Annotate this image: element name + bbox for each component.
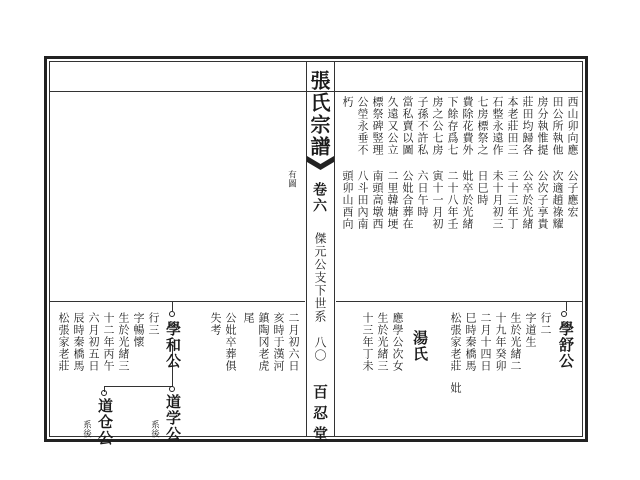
ancestor-name: 道仓公 [96, 398, 114, 446]
text-column: 公卒於光緒 [521, 170, 534, 230]
text-column: 辰時秦橋馬 [72, 312, 85, 372]
adoption-note: 系後 [149, 420, 160, 438]
spouse-name: 湯氏 [411, 330, 429, 362]
text-column: 生於光緒三 [376, 312, 389, 372]
text-column: 久遠又公立 [386, 96, 399, 156]
text-column: 失考 [209, 312, 222, 336]
right-top-text-2 [342, 170, 582, 290]
text-column: 松張家老莊 [57, 312, 70, 372]
text-column: 田公所執他 [551, 96, 564, 156]
text-column: 公妣合葬在 [401, 170, 414, 230]
text-column: 二十八年壬 [446, 170, 459, 230]
lineage-node-circle [169, 311, 175, 317]
text-column: 西山卯向應 [566, 96, 579, 156]
text-column: 石整永遠作 [491, 96, 504, 156]
text-column: 標祭碑竪理 [371, 96, 384, 156]
spouse-mark: 妣 [449, 382, 462, 394]
volume-label: 卷六 [311, 182, 327, 214]
text-column: 字暢懷 [132, 312, 145, 348]
text-column: 寅十一月初 [431, 170, 444, 230]
text-column: 行二 [539, 312, 552, 336]
text-column: 頭卯山酉向 [341, 170, 354, 230]
text-column: 生於光緒二 [509, 312, 522, 372]
text-column: 公子應宏 [566, 170, 579, 218]
generation-divider-right [336, 301, 583, 302]
series-label: 傑元公支下世系 八〇 [313, 232, 327, 362]
text-column: 公次子享貴 [536, 170, 549, 230]
text-column: 二月十四日 [479, 312, 492, 372]
text-column: 三十三年丁 [506, 170, 519, 230]
text-column: 行三 [147, 312, 160, 336]
text-column: 字道生 [524, 312, 537, 348]
ancestor-name: 道学公 [164, 394, 182, 442]
text-column: 松張家老莊 [449, 312, 462, 372]
ancestor-name: 學舒公 [557, 321, 575, 369]
book-title: 張氏宗譜 [307, 70, 331, 158]
chart-note: 有圖 [286, 170, 297, 188]
text-column: 次適趙祿耀 [551, 170, 564, 230]
text-column: 尾 [242, 312, 255, 324]
text-column: 二里韓塘埂 [386, 170, 399, 230]
text-column: 十九年癸卯 [494, 312, 507, 372]
text-column: 巳時秦橋馬 [464, 312, 477, 372]
generation-divider-left [49, 301, 305, 302]
text-column: 六月初五日 [87, 312, 100, 372]
text-column: 公妣卒葬俱 [224, 312, 237, 372]
text-column: 下餘存爲七 [446, 96, 459, 156]
fishtail-mark [307, 156, 334, 178]
text-column: 六日午時 [416, 170, 429, 218]
lineage-connector-5 [566, 301, 567, 311]
text-column: 十三年丁未 [361, 312, 374, 372]
lineage-node-circle [169, 386, 175, 392]
text-column: 公塋永垂不 [356, 96, 369, 156]
hall-name: 百忍堂 [311, 384, 329, 447]
text-column: 應學公次女 [391, 312, 404, 372]
text-column: 二月初六日 [287, 312, 300, 372]
text-column: 當私賣以圖 [401, 96, 414, 156]
text-column: 亥時于漢河 [272, 312, 285, 372]
text-column: 房分執惟提 [536, 96, 549, 156]
text-column: 鎮陶冈老虎 [257, 312, 270, 372]
text-column: 朽 [341, 96, 354, 108]
text-column: 七房標祭之 [476, 96, 489, 156]
text-column: 日巳時 [476, 170, 489, 206]
text-column: 南頭高墩西 [371, 170, 384, 230]
lineage-node-circle [561, 311, 567, 317]
text-column: 十二年丙午 [102, 312, 115, 372]
text-column: 妣卒於光緒 [461, 170, 474, 230]
text-column: 未十月初三 [491, 170, 504, 230]
adoption-note: 系後 [81, 420, 92, 438]
text-column: 生於光緒三 [117, 312, 130, 372]
text-column: 八斗田內南 [356, 170, 369, 230]
text-column: 本老莊田三 [506, 96, 519, 156]
text-column: 房之公七房 [431, 96, 444, 156]
text-column: 費除花費外 [461, 96, 474, 156]
lineage-connector-3 [104, 386, 173, 387]
center-fold-line-right [334, 61, 335, 437]
ancestor-name: 學和公 [164, 321, 182, 369]
lineage-connector-1 [172, 301, 173, 311]
text-column: 子孫不許私 [416, 96, 429, 156]
lineage-node-circle [101, 390, 107, 396]
text-column: 莊田均歸各 [521, 96, 534, 156]
